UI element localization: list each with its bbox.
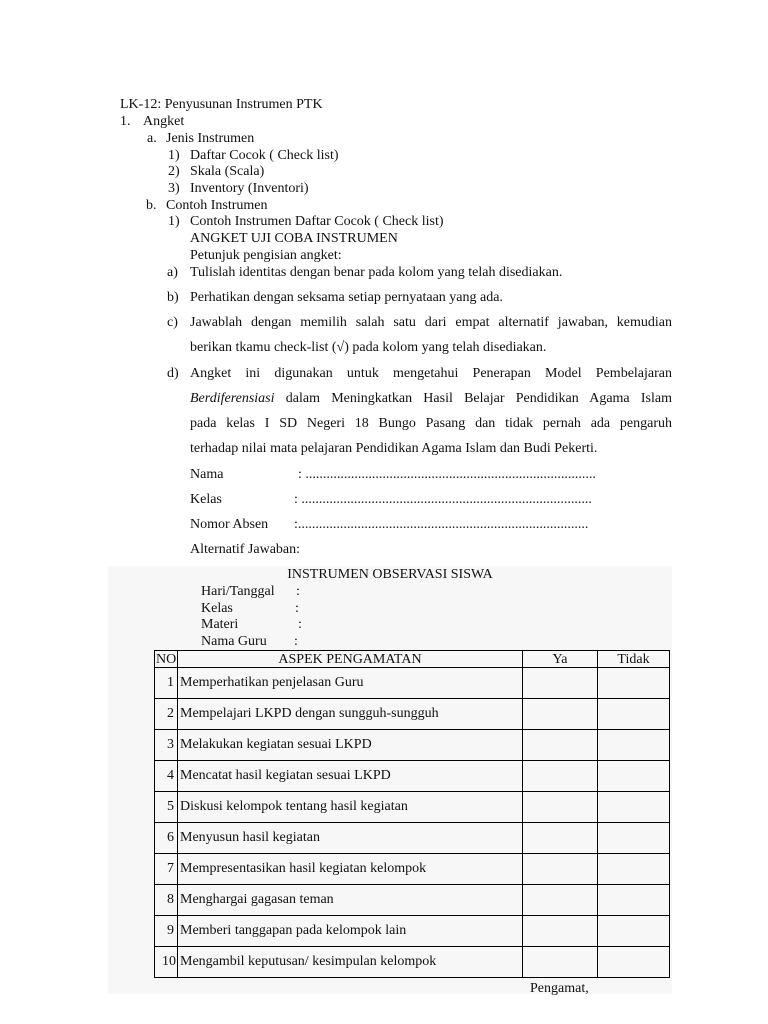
instruction-text: Angket ini digunakan untuk mengetahui Penerapan Model Pembelajaran (190, 366, 672, 381)
instruction-number: a) (167, 265, 178, 280)
row-number: 8 (155, 885, 178, 916)
table-row (155, 730, 670, 761)
table-row (155, 823, 670, 854)
table-row (155, 668, 670, 699)
row-aspek: Menghargai gagasan teman (178, 885, 523, 916)
sub-b-label: Contoh Instrumen (166, 198, 268, 213)
column-header-no: NO (156, 651, 177, 667)
tidak-checkbox-cell[interactable] (598, 916, 670, 947)
observation-field-label: Nama Guru (201, 634, 267, 649)
table-row (155, 761, 670, 792)
alternatif-jawaban-label: Alternatif Jawaban: (190, 542, 301, 557)
instruction-italic-term: Berdiferensiasi (190, 391, 275, 406)
row-number: 4 (155, 761, 178, 792)
instruction-text: Tulislah identitas dengan benar pada kolom yang telah disediakan. (190, 265, 563, 280)
table-row (155, 792, 670, 823)
tidak-checkbox-cell[interactable] (598, 761, 670, 792)
row-aspek: Mencatat hasil kegiatan sesuai LKPD (178, 761, 523, 792)
ya-checkbox-cell[interactable] (523, 854, 598, 885)
tidak-checkbox-cell[interactable] (598, 730, 670, 761)
kelas-field[interactable]: : ................................................................................... (294, 492, 592, 507)
section-1-number: 1. (120, 114, 131, 129)
row-aspek: Mempelajari LKPD dengan sungguh-sungguh (178, 699, 523, 730)
tidak-checkbox-cell[interactable] (598, 699, 670, 730)
ya-checkbox-cell[interactable] (523, 761, 598, 792)
instruction-text: berikan tkamu check-list (√) pada kolom yang telah disediakan. (190, 340, 547, 355)
instruction-text: Jawablah dengan memilih salah satu dari empat alternatif jawaban, kemudian (190, 315, 672, 330)
jenis-item-label: Inventory (Inventori) (190, 181, 309, 196)
nama-field[interactable]: : ................................................................................... (298, 467, 596, 482)
kelas-label: Kelas (190, 492, 222, 507)
instruction-text: Perhatikan dengan seksama setiap pernyataan yang ada. (190, 290, 503, 305)
jenis-item-label: Daftar Cocok ( Check list) (190, 148, 339, 163)
row-number: 2 (155, 699, 178, 730)
instruction-text (190, 390, 672, 407)
ya-checkbox-cell[interactable] (523, 885, 598, 916)
ya-checkbox-cell[interactable] (523, 730, 598, 761)
section-1-label: Angket (143, 114, 185, 129)
row-number: 9 (155, 916, 178, 947)
ya-checkbox-cell[interactable] (523, 792, 598, 823)
row-number: 1 (155, 668, 178, 699)
observation-field-label: Hari/Tanggal (201, 584, 275, 599)
table-header-row (155, 651, 670, 668)
table-row (155, 916, 670, 947)
ya-checkbox-cell[interactable] (523, 916, 598, 947)
instruction-text-rest: dalam Meningkatkan Hasil Belajar Pendidikan Agama Islam (274, 391, 672, 406)
contoh-item-number: 1) (168, 214, 180, 229)
row-aspek: Menyusun hasil kegiatan (178, 823, 523, 854)
instruction-number: d) (167, 366, 179, 381)
table-row (155, 854, 670, 885)
observation-field-colon: : (294, 634, 298, 649)
tidak-checkbox-cell[interactable] (598, 792, 670, 823)
instruction-text: terhadap nilai mata pelajaran Pendidikan Agama Islam dan Budi Pekerti. (190, 441, 598, 456)
tidak-checkbox-cell[interactable] (598, 823, 670, 854)
row-number: 10 (155, 947, 178, 978)
column-header-ya: Ya (523, 651, 598, 668)
row-aspek: Diskusi kelompok tentang hasil kegiatan (178, 792, 523, 823)
table-row (155, 885, 670, 916)
ya-checkbox-cell[interactable] (523, 699, 598, 730)
observation-title: INSTRUMEN OBSERVASI SISWA (287, 567, 493, 582)
ya-checkbox-cell[interactable] (523, 668, 598, 699)
document-title: LK-12: Penyusunan Instrumen PTK (120, 97, 323, 112)
tidak-checkbox-cell[interactable] (598, 854, 670, 885)
observation-field-colon: : (296, 584, 300, 599)
table-row (155, 699, 670, 730)
jenis-item-label: Skala (Scala) (190, 164, 265, 179)
observation-table (154, 650, 670, 978)
nomor-absen-field[interactable]: :................................................................................... (294, 517, 589, 532)
petunjuk-label: Petunjuk pengisian angket: (190, 248, 342, 263)
row-number: 5 (155, 792, 178, 823)
row-aspek: Melakukan kegiatan sesuai LKPD (178, 730, 523, 761)
contoh-item-label: Contoh Instrumen Daftar Cocok ( Check list) (190, 214, 444, 229)
column-header-tidak: Tidak (598, 651, 670, 668)
ya-checkbox-cell[interactable] (523, 947, 598, 978)
table-row (155, 947, 670, 978)
sub-a-number: a. (147, 131, 157, 146)
nama-label: Nama (190, 467, 224, 482)
row-aspek: Memperhatikan penjelasan Guru (178, 668, 523, 699)
row-number: 7 (155, 854, 178, 885)
jenis-item-number: 2) (168, 164, 180, 179)
column-header-aspek: ASPEK PENGAMATAN (178, 651, 523, 668)
instruction-text: pada kelas I SD Negeri 18 Bungo Pasang dan tidak pernah ada pengaruh (190, 416, 672, 431)
tidak-checkbox-cell[interactable] (598, 885, 670, 916)
nomor-absen-label: Nomor Absen (190, 517, 269, 532)
tidak-checkbox-cell[interactable] (598, 668, 670, 699)
tidak-checkbox-cell[interactable] (598, 947, 670, 978)
observation-field-colon: : (295, 601, 299, 616)
row-aspek: Mempresentasikan hasil kegiatan kelompok (178, 854, 523, 885)
sub-a-label: Jenis Instrumen (166, 131, 255, 146)
observation-field-label: Materi (201, 617, 239, 632)
instruction-number: b) (167, 290, 179, 305)
jenis-item-number: 3) (168, 181, 180, 196)
observation-field-label: Kelas (201, 601, 233, 616)
row-aspek: Memberi tanggapan pada kelompok lain (178, 916, 523, 947)
jenis-item-number: 1) (168, 148, 180, 163)
sub-b-number: b. (146, 198, 157, 213)
pengamat-label: Pengamat, (530, 981, 589, 996)
angket-title: ANGKET UJI COBA INSTRUMEN (190, 231, 398, 246)
ya-checkbox-cell[interactable] (523, 823, 598, 854)
row-aspek: Mengambil keputusan/ kesimpulan kelompok (178, 947, 523, 978)
row-number: 3 (155, 730, 178, 761)
observation-field-colon: : (298, 617, 302, 632)
row-number: 6 (155, 823, 178, 854)
instruction-number: c) (167, 315, 178, 330)
